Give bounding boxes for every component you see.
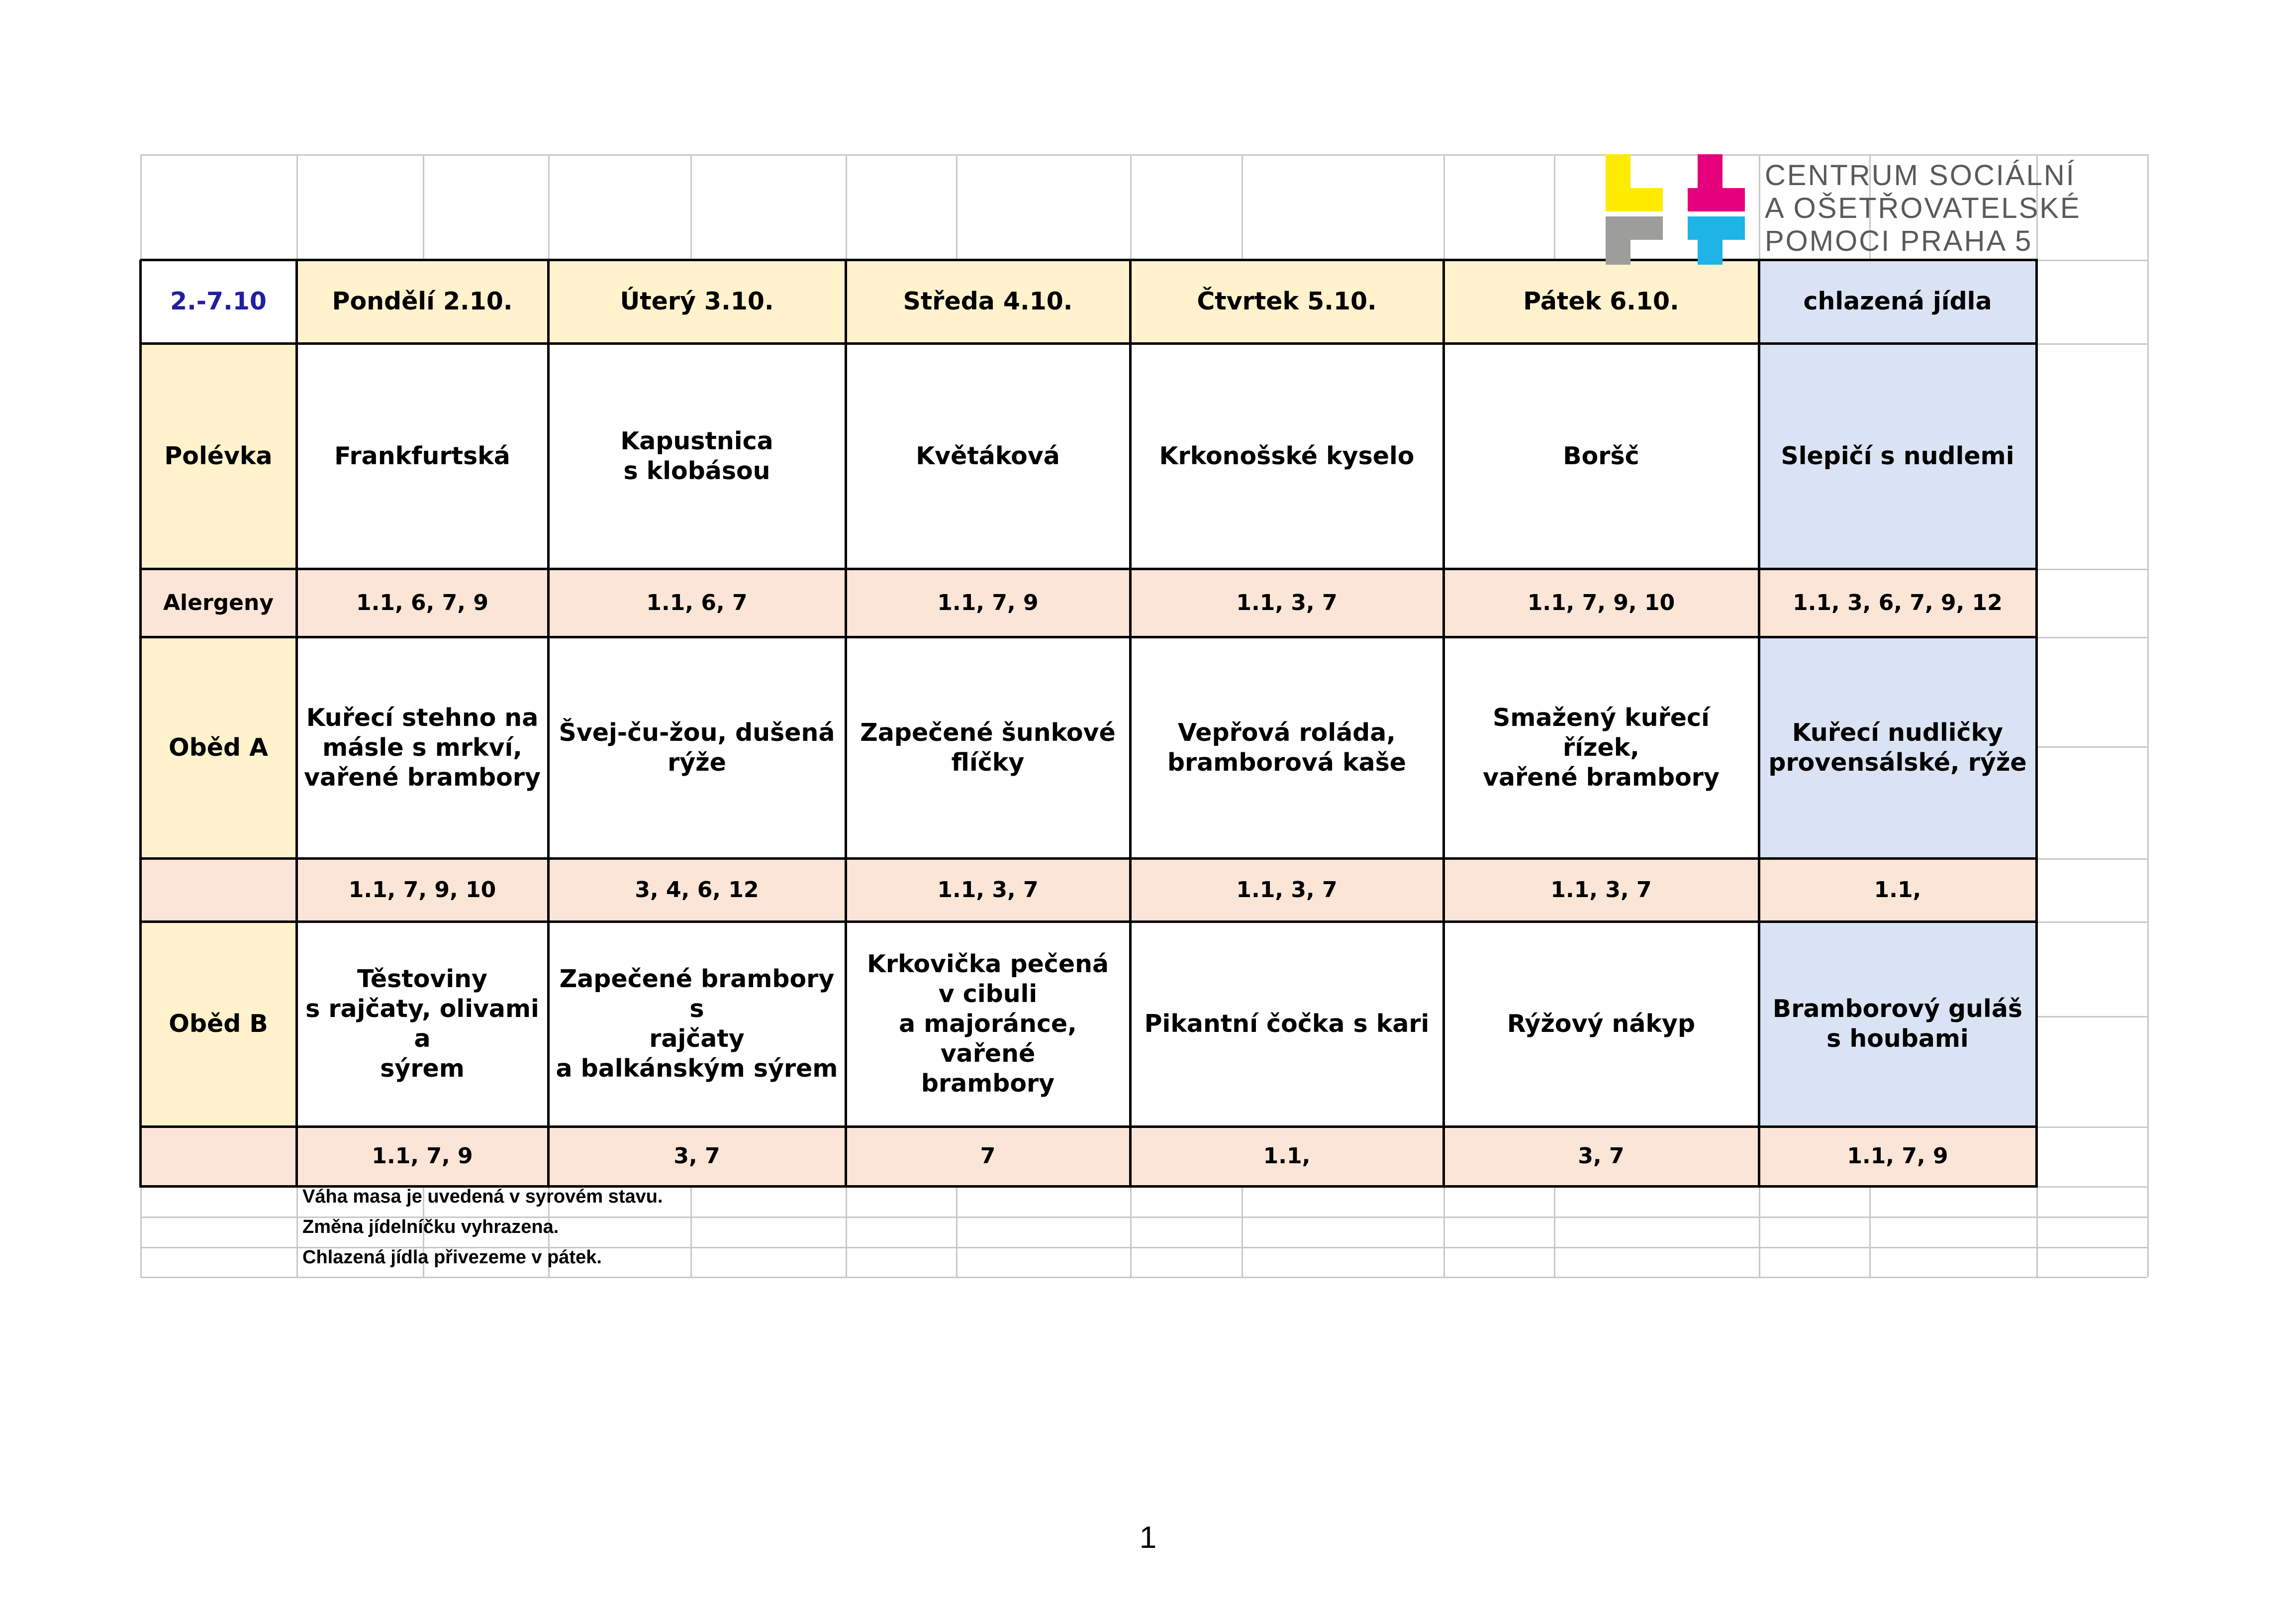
chilled-header: chlazená jídla [1759, 260, 2036, 343]
table-border-vertical [139, 260, 142, 1188]
lunch-b-item: Zapečené brambory s rajčaty a balkánským sýrem [548, 921, 846, 1126]
gridline-horizontal [140, 1277, 2147, 1278]
logo-gray-bar [1606, 216, 1630, 265]
lunch-b-allergens: 3, 7 [1443, 1126, 1759, 1186]
table-border-horizontal [140, 920, 2038, 923]
lunch-b-allergens: 1.1, 7, 9 [1759, 1126, 2036, 1186]
table-border-vertical [2035, 260, 2038, 1188]
row-label-soup: Polévka [140, 343, 296, 569]
lunch-a-item: Švej-ču-žou, dušená rýže [548, 637, 846, 858]
soup-allergens: 1.1, 3, 7 [1130, 569, 1443, 637]
table-border-horizontal [140, 636, 2038, 638]
table-border-vertical [1758, 260, 1760, 1188]
soup-item: Kapustnica s klobásou [548, 343, 846, 569]
table-border-vertical [1442, 260, 1445, 1188]
soup-allergens: 1.1, 3, 6, 7, 9, 12 [1759, 569, 2036, 637]
lunch-b-allergens: 1.1, 7, 9 [296, 1126, 548, 1186]
lunch-a-item: Kuřecí nudličky provensálské, rýže [1759, 637, 2036, 858]
lunch-a-allergens: 1.1, 3, 7 [1443, 858, 1759, 921]
lunch-a-allergens: 1.1, 7, 9, 10 [296, 858, 548, 921]
row-label-lunch-a: Oběd A [140, 637, 296, 858]
lunch-a-allergens: 1.1, 3, 7 [846, 858, 1130, 921]
note-menu-change: Změna jídelníčku vyhrazena. [302, 1217, 559, 1237]
lunch-a-allergens-label-cell [140, 858, 296, 921]
soup-item: Slepičí s nudlemi [1759, 343, 2036, 569]
lunch-b-item: Rýžový nákyp [1443, 921, 1759, 1126]
table-border-vertical [1129, 260, 1132, 1188]
lunch-b-allergens: 3, 7 [548, 1126, 846, 1186]
day-header: Úterý 3.10. [548, 260, 846, 343]
table-border-vertical [845, 260, 847, 1188]
soup-allergens: 1.1, 7, 9, 10 [1443, 569, 1759, 637]
logo-cyan-bar [1698, 216, 1722, 265]
day-header: Pondělí 2.10. [296, 260, 548, 343]
lunch-b-item: Pikantní čočka s kari [1130, 921, 1443, 1126]
lunch-a-item: Vepřová roláda, bramborová kaše [1130, 637, 1443, 858]
soup-allergens: 1.1, 6, 7 [548, 569, 846, 637]
lunch-a-allergens: 1.1, [1759, 858, 2036, 921]
table-border-horizontal [140, 1125, 2038, 1128]
logo-line-1: CENTRUM SOCIÁLNÍ [1765, 159, 2076, 192]
day-header: Pátek 6.10. [1443, 260, 1759, 343]
soup-item: Frankfurtská [296, 343, 548, 569]
logo-yellow-bar [1606, 188, 1663, 211]
logo-line-3: POMOCI PRAHA 5 [1765, 225, 2033, 257]
lunch-b-allergens-label-cell [140, 1126, 296, 1186]
table-border-vertical [547, 260, 550, 1188]
lunch-a-allergens: 1.1, 3, 7 [1130, 858, 1443, 921]
day-header: Čtvrtek 5.10. [1130, 260, 1443, 343]
soup-allergens: 1.1, 6, 7, 9 [296, 569, 548, 637]
organization-logo [1606, 154, 2081, 265]
lunch-a-item: Kuřecí stehno na másle s mrkví, vařené brambory [296, 637, 548, 858]
page-number: 1 [1139, 1521, 1157, 1555]
note-chilled-delivery: Chlazená jídla přivezeme v pátek. [302, 1247, 602, 1268]
row-label-lunch-b: Oběd B [140, 921, 296, 1126]
logo-text [1765, 159, 2081, 258]
lunch-a-item: Zapečené šunkové flíčky [846, 637, 1130, 858]
soup-item: Krkonošské kyselo [1130, 343, 1443, 569]
table-border-vertical [295, 260, 298, 1188]
table-border-horizontal [140, 857, 2038, 860]
note-meat-weight: Váha masa je uvedená v syrovém stavu. [302, 1186, 663, 1207]
day-header: Středa 4.10. [846, 260, 1130, 343]
row-label-allergens: Alergeny [140, 569, 296, 637]
logo-magenta-bar [1688, 188, 1745, 211]
soup-item: Květáková [846, 343, 1130, 569]
lunch-b-item: Krkovička pečená v cibuli a majoránce, vařené brambory [846, 921, 1130, 1126]
lunch-a-allergens: 3, 4, 6, 12 [548, 858, 846, 921]
lunch-b-item: Bramborový guláš s houbami [1759, 921, 2036, 1126]
lunch-b-allergens: 1.1, [1130, 1126, 1443, 1186]
soup-item: Boršč [1443, 343, 1759, 569]
logo-line-2: A OŠETŘOVATELSKÉ [1765, 192, 2081, 224]
soup-allergens: 1.1, 7, 9 [846, 569, 1130, 637]
week-label: 2.-7.10 [140, 260, 296, 343]
lunch-b-allergens: 7 [846, 1126, 1130, 1186]
table-border-horizontal [140, 568, 2038, 570]
table-border-horizontal [140, 342, 2038, 345]
lunch-b-item: Těstoviny s rajčaty, olivami a sýrem [296, 921, 548, 1126]
gridline-vertical [2147, 154, 2149, 1277]
lunch-a-item: Smažený kuřecí řízek, vařené brambory [1443, 637, 1759, 858]
